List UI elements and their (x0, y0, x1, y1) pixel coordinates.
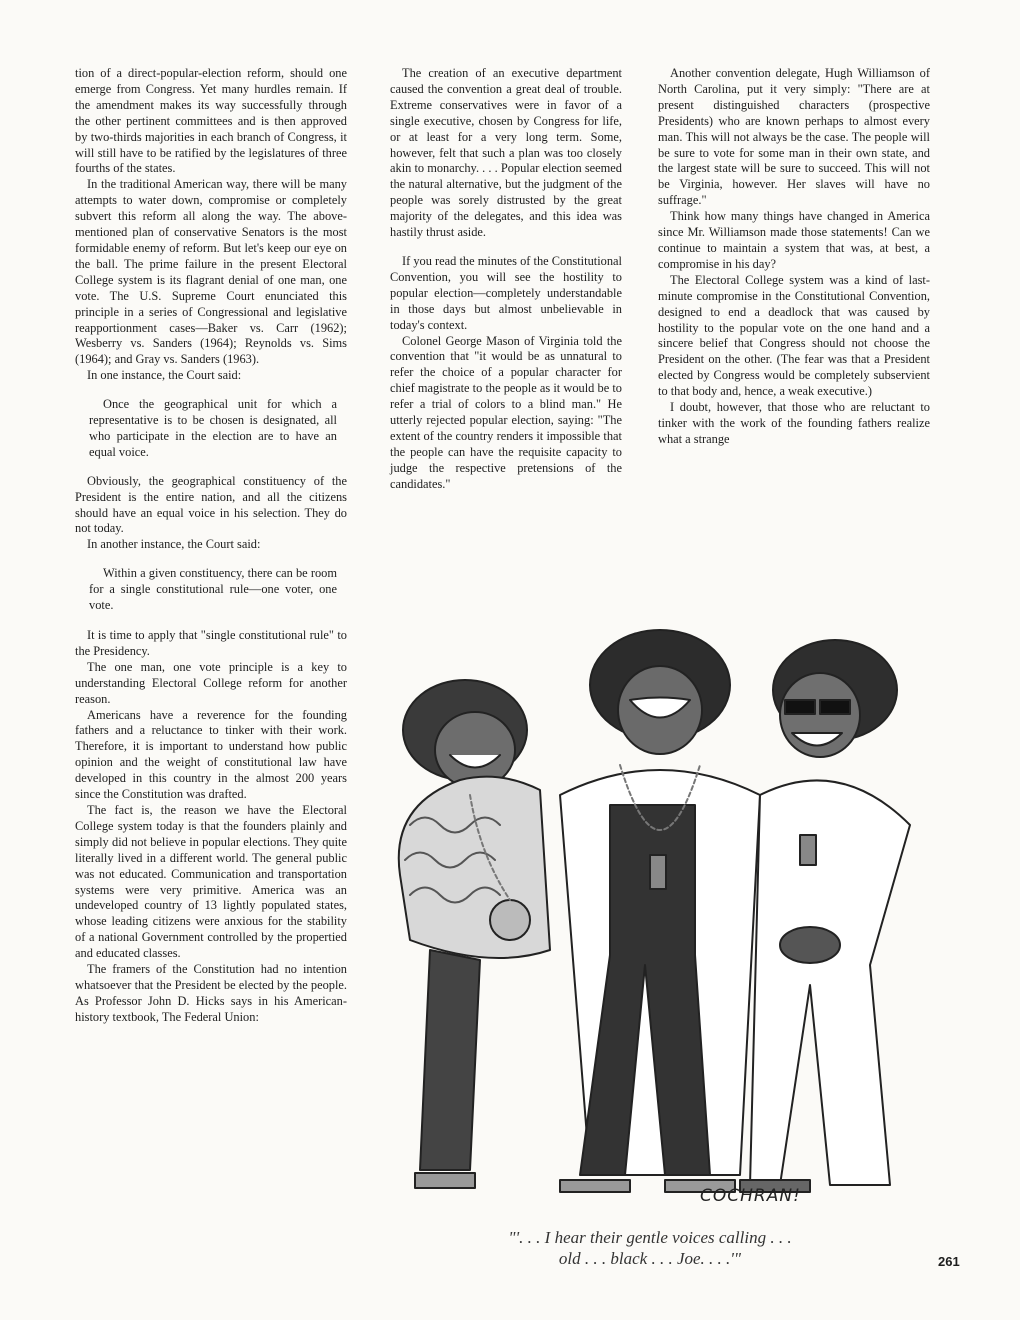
paragraph: Another convention delegate, Hugh Williamson of North Carolina, put it very simply: "There are at present distinguished characters (prospective Presidents) who are known perhaps to almost every man. This will not always be the case. The people will be sure to vote for some man in their own state, and the largest state will be sure to succeed. This will not be Virginia, however. Her slaves will have no suffrage." (658, 66, 930, 208)
artist-signature: COCHRAN! (700, 1186, 801, 1206)
cartoon-caption (440, 1227, 860, 1269)
paragraph: The one man, one vote principle is a key to understanding Electoral College reform for another reason. (75, 659, 347, 706)
paragraph: If you read the minutes of the Constitutional Convention, you will see the hostility to popular election—completely understandable in those days but almost unbelievable in today's context. (390, 253, 622, 332)
caption-line: old . . . black . . . Joe. . . .'" (558, 1249, 742, 1268)
court-quote: Once the geographical unit for which a representative is to be chosen is designated, all who participate in the election are to have an equal voice. (89, 397, 337, 459)
article-column-2 (390, 66, 622, 493)
court-quote: Within a given constituency, there can be room for a single constitutional rule—one voter, one vote. (89, 566, 337, 613)
paragraph: In another instance, the Court said: (87, 537, 261, 552)
paragraph: tion of a direct-popular-election reform, should one emerge from Congress. Yet many hurdles remain. If the amendment makes its way successfully through the other pertinent committees and is then approved by two-thirds majorities in each branch of Congress, it will still have to be ratified by the legislatures of three fourths of the states. (75, 66, 347, 176)
article-column-1 (75, 66, 347, 1026)
paragraph: Obviously, the geographical constituency of the President is the entire nation, and all the citizens should have an equal voice in his selection. They do not today. (75, 473, 347, 536)
paragraph: The fact is, the reason we have the Electoral College system today is that the founders plainly and simply did not believe in popular elections. They quite literally lived in a different world. The general public was not educated. Communication and transportation systems were very primitive. America was an undeveloped country of 13 lightly populated states, whose leading citizens were anxious for the stability of a national Government controlled by the propertied and educated classes. (75, 802, 347, 961)
paragraph: In the traditional American way, there will be many attempts to water down, compromise or completely subvert this reform all along the way. The above-mentioned plan of conservative Senators is the most formidable enemy of reform. But let's keep our eye on the ball. The prime failure in the present Electoral College system is its flagrant denial of one man, one vote. The U.S. Supreme Court enunciated this principle in a series of Congressional and legislative reapportionment cases—Baker vs. Carr (1962); Wesberry vs. Sanders (1964); Reynolds vs. Sims (1964); and Gray vs. Sanders (1963). (75, 177, 347, 367)
paragraph: It is time to apply that "single constitutional rule" to the Presidency. (75, 628, 347, 658)
paragraph: In one instance, the Court said: (87, 368, 242, 383)
paragraph: The framers of the Constitution had no intention whatsoever that the President be elected by the people. As Professor John D. Hicks says in his American-history textbook, The Federal Union: (75, 962, 347, 1024)
caption-line: "'. . . I hear their gentle voices calling . . . (508, 1228, 792, 1247)
cartoon-illustration (380, 625, 940, 1225)
paragraph: I doubt, however, that those who are reluctant to tinker with the work of the founding fathers realize what a strange (658, 400, 930, 446)
page-number: 261 (938, 1254, 960, 1269)
textbook-quote: The creation of an executive department caused the convention a great deal of trouble. Extreme conservatives were in favor of a single executive, chosen by Congress for life, or at least for a very long term. Some, however, felt that such a plan was too closely akin to monarchy. . . . Popular election seemed the natural alternative, but the judgment of the people was sorely distrusted by the great majority of the delegates, and this idea was hastily thrust aside. (390, 66, 622, 240)
paragraph: The Electoral College system was a kind of last-minute compromise in the Constitutional Convention, designed to end a deadlock that was caused by hostility to the popular vote on the one hand and a sincere belief that Congress should not choose the President on the other. (The fear was that a President elected by Congress would be completely subservient to that body and, hence, a weak executive.) (658, 272, 930, 399)
paragraph: Colonel George Mason of Virginia told the convention that "it would be as unnatural to refer the choice of a popular character for chief magistrate to the people as it would be to refer a trial of colors to a blind man." He utterly rejected popular election, saying: "The extent of the country renders it impossible that the people can have the requisite capacity to judge the respective pretensions of the candidates." (390, 333, 622, 491)
article-column-3 (658, 66, 930, 448)
paragraph: Think how many things have changed in America since Mr. Williamson made those statements! Can we continue to maintain a system that was, at best, a compromise in his day? (658, 209, 930, 271)
paragraph: Americans have a reverence for the founding fathers and a reluctance to tinker with their work. Therefore, it is important to understand how public opinion and the weight of constitutional law have developed in this country in the almost 200 years since the Constitution was drafted. (75, 707, 347, 802)
